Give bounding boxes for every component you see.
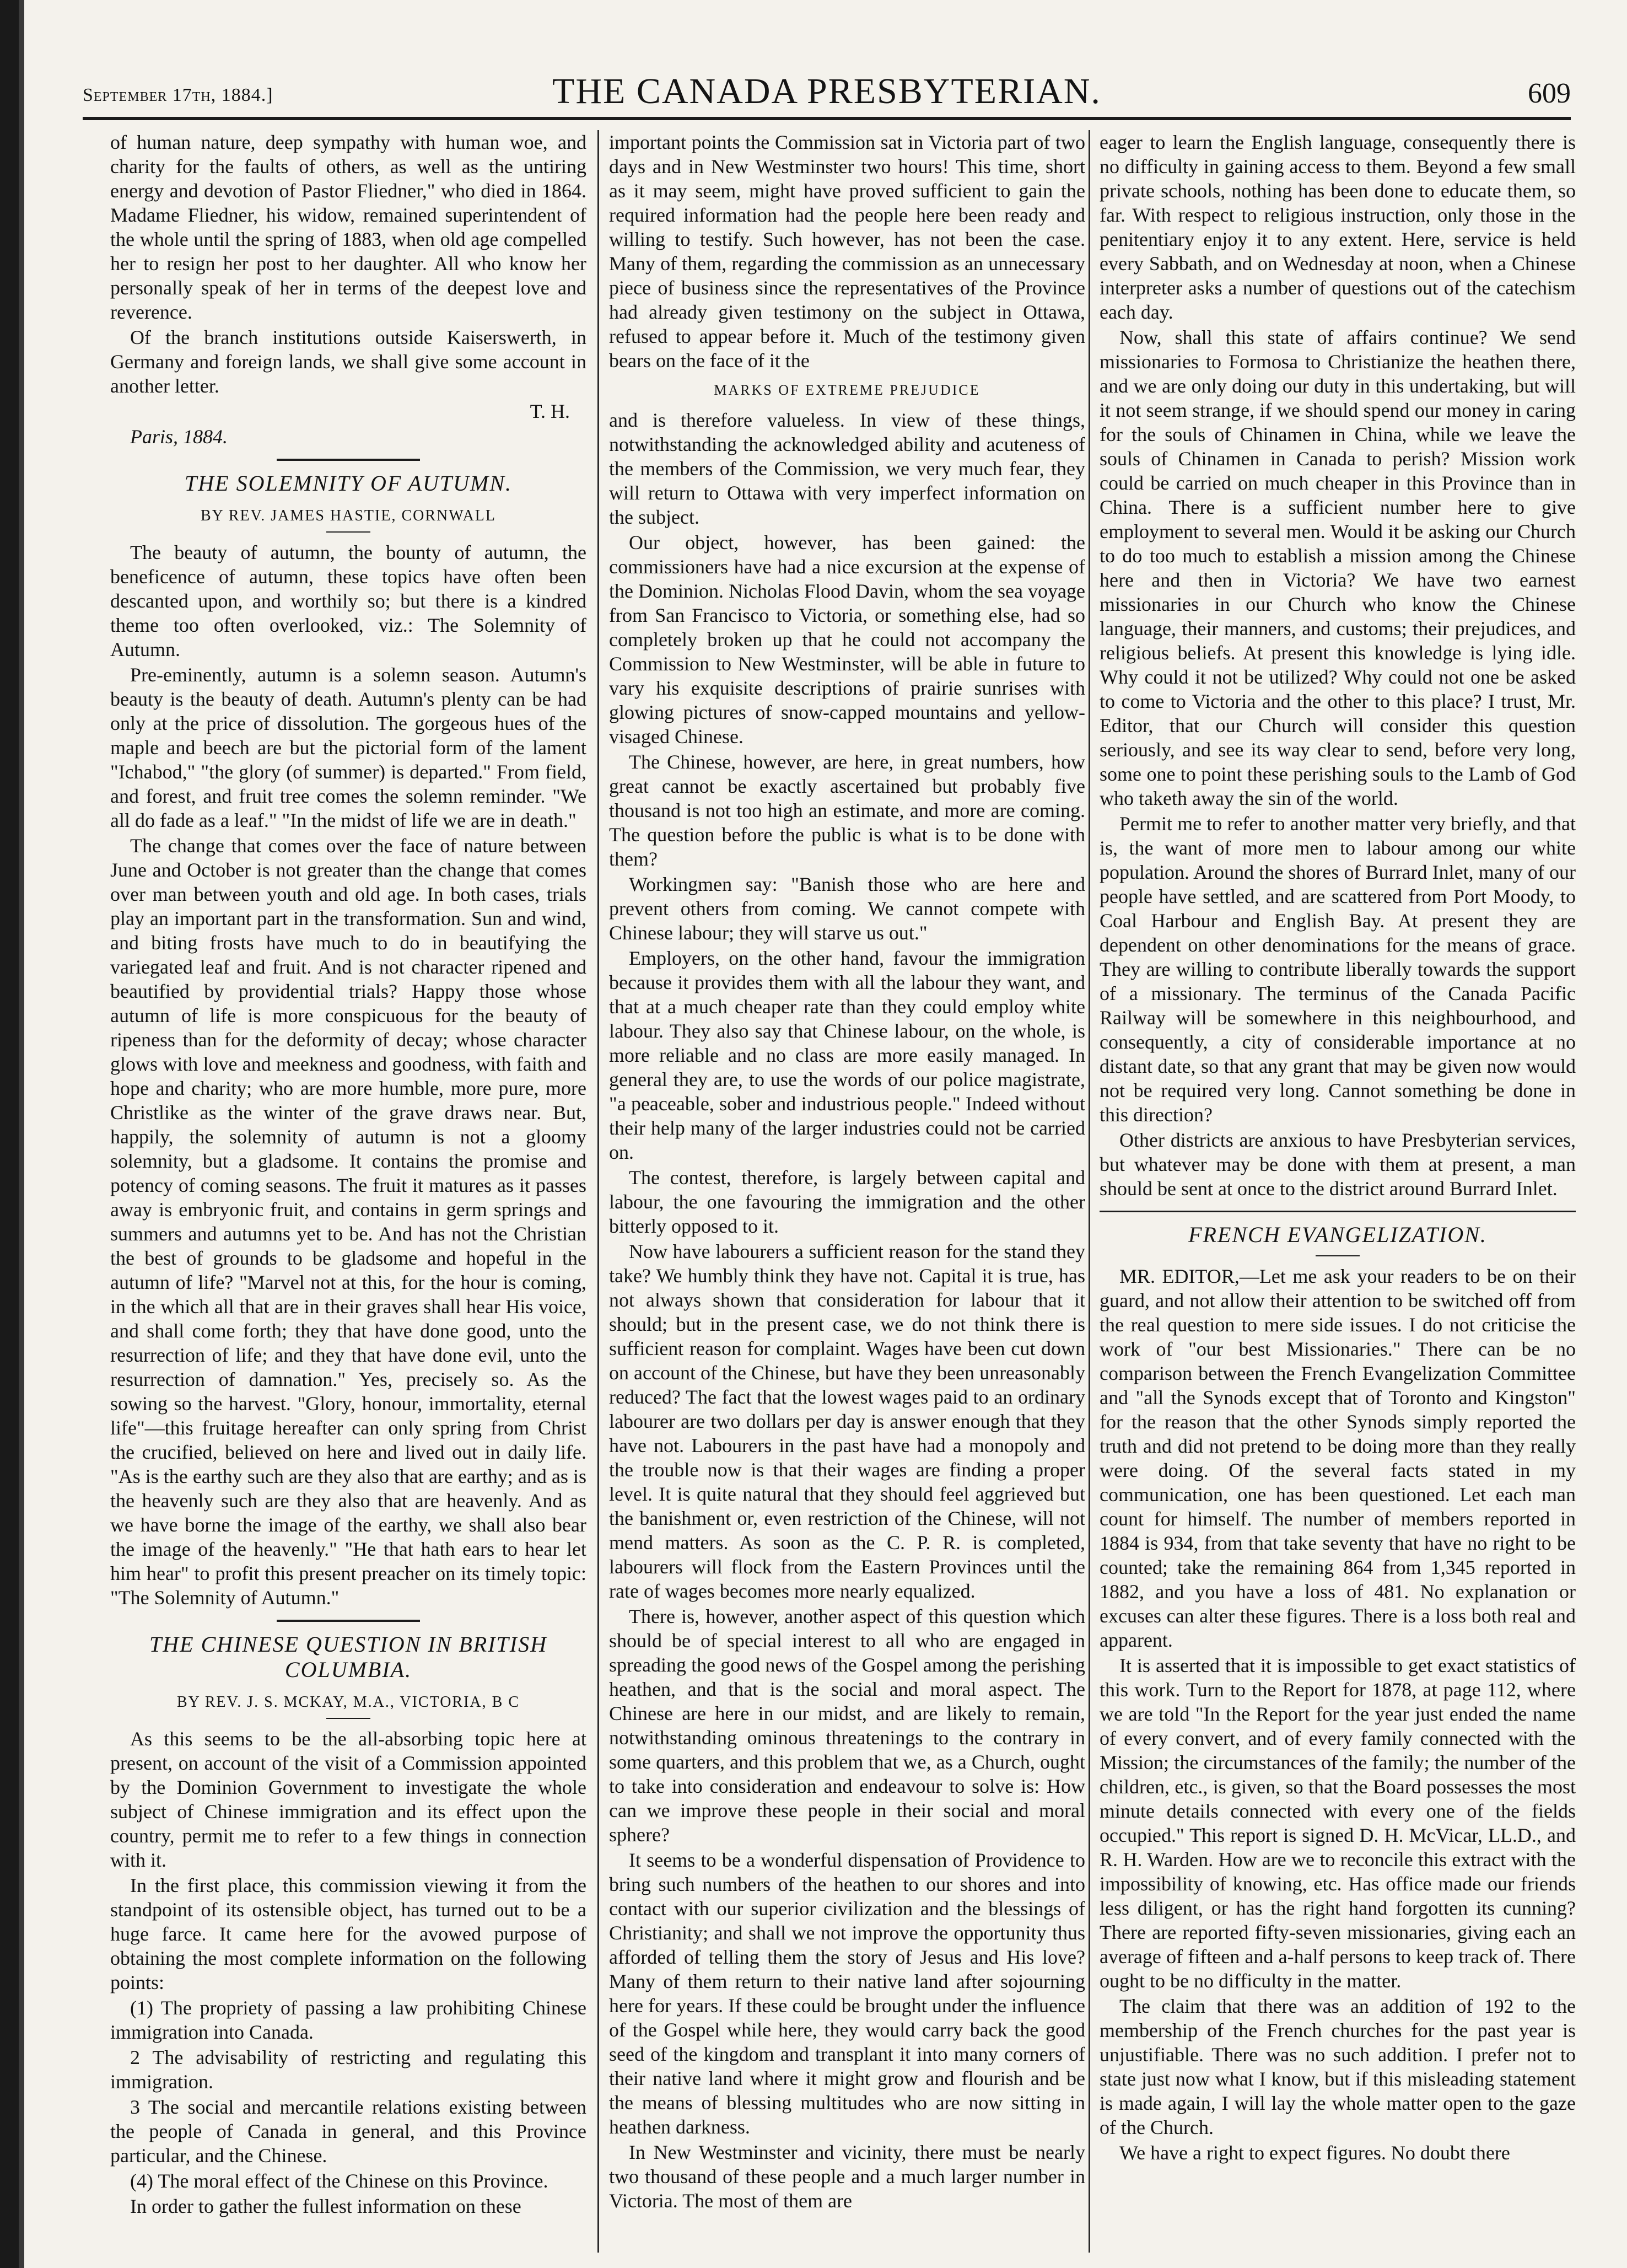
- article-divider: [277, 1620, 420, 1622]
- article-byline: BY REV. JAMES HASTIE, CORNWALL: [200, 507, 497, 524]
- paragraph: (4) The moral effect of the Chinese on this Province.: [130, 2170, 548, 2192]
- paragraph: Of the branch institutions outside Kaiserswerth, in Germany and foreign lands, we shall give some account in another letter.: [110, 326, 586, 397]
- article-title: FRENCH EVANGELIZATION.: [1188, 1222, 1487, 1247]
- paragraph: 3 The social and mercantile relations existing between the people of Canada in general, and this Province particular, and the Chinese.: [110, 2096, 586, 2167]
- page-number: 609: [1528, 78, 1571, 109]
- column-rule: [1089, 130, 1090, 2253]
- paragraph: Employers, on the other hand, favour the immigration because it provides them with all the labour they want, and that at a much cheaper rate than they could employ white labour. They also say that Chinese labour, on the whole, is more reliable and no class are more easily managed. In general they are, to use the words of our police magistrate, "a peaceable, sober and industrious people." Indeed without their help many of the larger industries could not be carried on.: [609, 947, 1085, 1163]
- paragraph: In the first place, this commission viewing it from the standpoint of its ostensible object, has turned out to be a huge farce. It came here for the avowed purpose of obtaining the most complete information on the following points:: [110, 1874, 586, 1993]
- byline-rule: [326, 531, 370, 533]
- paragraph: important points the Commission sat in Victoria part of two days and in New Westminster two hours! This time, short as it may seem, might have proved sufficient to gain the required information had the people here been ready and willing to testify. Such however, has not been the case. Many of them, regarding the commission as an unnecessary piece of business since the representatives of the Province had already given testimony on the subject in Ottawa, refused to appear before it. Much of the testimony given bears on the face of it the: [609, 131, 1085, 372]
- paragraph: The change that comes over the face of nature between June and October is not greater than the change that comes over man between youth and old age. In both cases, trials play an important part in the transformation. Sun and wind, and biting frosts have much to do in beautifying the variegated leaf and fruit. And is not character ripened and beautified by providential trials? Happy those whose autumn of life is more conspicuous for the beauty of ripeness than for the deformity of decay; whose character glows with love and meekness and goodness, with faith and hope and charity; who are more humble, more pure, more Christlike as the winter of the grave draws near. But, happily, the solemnity of autumn is not a gloomy solemnity, but a gladsome. It contains the promise and potency of coming seasons. The fruit it matures as it passes away is embryonic fruit, and contains in germ springs and summers and autumns yet to be. And has not the Christian the best of grounds to be gladsome and hopeful in the autumn of life? "Marvel not at this, for the hour is coming, in the which all that are in their graves shall hear His voice, and shall come forth; they that have done good, unto the resurrection of life; and they that have done evil, unto the resurrection of damnation." Yes, precisely so. As the sowing so the harvest. "Glory, honour, immortality, eternal life"—this fruitage hereafter can only spring from Christ the crucified, believed on here and lived out in daily life. "As is the earthy such are they also that are earthy; and as is the heavenly such are they also that are heavenly. And as we have borne the image of the earthy, we shall also bear the image of the heavenly." "He that hath ears to hear let him hear" to profit this present preacher on its timely topic: "The Solemnity of Autumn.": [110, 835, 586, 1609]
- article-divider: [1100, 1211, 1576, 1212]
- issue-date: September 17th, 1884.]: [83, 85, 273, 105]
- signature: T. H.: [530, 400, 570, 422]
- paragraph: 2 The advisability of restricting and regulating this immigration.: [110, 2046, 586, 2093]
- newspaper-title: THE CANADA PRESBYTERIAN.: [552, 71, 1101, 111]
- paragraph: In New Westminster and vicinity, there must be nearly two thousand of these people and a much larger number in Victoria. The most of them are: [609, 2141, 1085, 2212]
- paragraph: (1) The propriety of passing a law prohibiting Chinese immigration into Canada.: [110, 1997, 586, 2043]
- column-1: [110, 130, 586, 2253]
- byline-rule: [326, 1718, 370, 1719]
- paragraph: As this seems to be the all-absorbing topic here at present, on account of the visit of a Commission appointed by the Dominion Government to investigate the whole subject of Chinese immigration and its effect upon the country, permit me to refer to a few things in connection with it.: [110, 1728, 586, 1871]
- article-byline: BY REV. J. S. MCKAY, M.A., VICTORIA, B C: [177, 1694, 520, 1711]
- page-edge: [0, 0, 31, 2268]
- column-2: [609, 130, 1085, 2253]
- header-rule: [83, 117, 1571, 120]
- paragraph: It is asserted that it is impossible to get exact statistics of this work. Turn to the Report for 1878, at page 112, where we are told "In the Report for the year just ended the name of every convert, and of every family connected with the Mission; the circumstances of the family; the number of the children, etc., is given, so that the Board possesses the most minute details connected with every one of the fields occupied." This report is signed D. H. McVicar, LL.D., and R. H. Warden. How are we to reconcile this extract with the impossibility of knowing, etc. Has office made our friends less diligent, or has the right hand forgotten its cunning? There are reported fifty-seven missionaries, giving each an average of fifteen and a-half persons to keep track of. There ought to be no difficulty in the matter.: [1100, 1654, 1576, 1992]
- paragraph: Workingmen say: "Banish those who are here and prevent others from coming. We cannot compete with Chinese labour; they will starve us out.": [609, 873, 1085, 944]
- paragraph: Now have labourers a sufficient reason for the stand they take? We humbly think they have not. Capital it is true, has not always shown that consideration for labour that it should; but in the present case, we do not think there is sufficient reason for complaint. Wages have been cut down on account of the Chinese, but have they been unreasonably reduced? The fact that the lowest wages paid to an ordinary labourer are two dollars per day is answer enough that they have not. Labourers in the past have had a monopoly and the trouble now is that their wages are finding a proper level. It is quite natural that they should feel aggrieved but the banishment or, even restriction of the Chinese, will not mend matters. As soon as the C. P. R. is completed, labourers will flock from the Eastern Provinces until the rate of wages becomes more nearly equalized.: [609, 1240, 1085, 1602]
- article-title: THE CHINESE QUESTION IN BRITISH COLUMBIA.: [149, 1632, 547, 1682]
- paragraph: The contest, therefore, is largely between capital and labour, the one favouring the immigration and the other bitterly opposed to it.: [609, 1167, 1085, 1237]
- dateline: Paris, 1884.: [130, 426, 228, 448]
- article-divider: [277, 459, 420, 461]
- paragraph: It seems to be a wonderful dispensation of Providence to bring such numbers of the heathen to our shores and into contact with our superior civilization and the blessings of Christianity; and shall we not improve the opportunity thus afforded of telling them the story of Jesus and His love? Many of them return to their native land after sojourning here for years. If these could be brought under the influence of the Gospel while here, they would carry back the good seed of the kingdom and transplant it into many corners of their native land where it might grow and flourish and be the means of blessing multitudes who are now sitting in heathen darkness.: [609, 1849, 1085, 2138]
- paragraph: Our object, however, has been gained: the commissioners have had a nice excursion at the expense of the Dominion. Nicholas Flood Davin, whom the sea voyage from San Francisco to Victoria, or something else, had so completely broken up that he could not accompany the Commission to New Westminster, will be able in future to vary his exquisite descriptions of prairie sunrises with glowing pictures of snow-capped mountains and yellow-visaged Chinese.: [609, 531, 1085, 748]
- column-rule: [597, 130, 599, 2253]
- paragraph: Permit me to refer to another matter very briefly, and that is, the want of more men to labour among our white population. Around the shores of Burrard Inlet, many of our people have settled, and are scattered from Port Moody, to Coal Harbour and English Bay. At present they are dependent on other denominations for the means of grace. They are willing to contribute liberally towards the support of a missionary. The terminus of the Canada Pacific Railway will be somewhere in this neighbourhood, and consequently, a city of considerable importance at no distant date, so that any grant that may be given now would not be required very long. Cannot something be done in this direction?: [1100, 813, 1576, 1126]
- paragraph: of human nature, deep sympathy with human woe, and charity for the faults of others, as well as the untiring energy and devotion of Pastor Fliedner," who died in 1864. Madame Fliedner, his widow, remained superintendent of the whole until the spring of 1883, when old age compelled her to resign her post to her daughter. All who know her personally speak of her in terms of the deepest love and reverence.: [110, 131, 586, 323]
- section-subhead: MARKS OF EXTREME PREJUDICE: [714, 382, 980, 398]
- paragraph: In order to gather the fullest information on these: [130, 2195, 521, 2217]
- paragraph: MR. EDITOR,—Let me ask your readers to be on their guard, and not allow their attention to be switched off from the real question to mere side issues. I do not criticise the work of "our best Missionaries." There can be no comparison between the French Evangelization Committee and "all the Synods except that of Toronto and Kingston" for the reason that the other Synods simply reported the truth and did not pretend to be doing more than they really were doing. Of the several facts stated in my communication, one has been questioned. Let each man count for himself. The number of members reported in 1884 is 934, from that take seventy that have no right to be counted; take the remaining 864 from 1,345 reported in 1882, and you have a loss of 481. No explanation or excuses can alter these figures. There is a loss both real and apparent.: [1100, 1265, 1576, 1651]
- paragraph: Other districts are anxious to have Presbyterian services, but whatever may be done with them at present, a man should be sent at once to the district around Burrard Inlet.: [1100, 1129, 1576, 1200]
- title-rule: [1316, 1255, 1360, 1256]
- paragraph: and is therefore valueless. In view of these things, notwithstanding the acknowledged ability and acuteness of the members of the Commission, we very much fear, they will return to Ottawa with very imperfect information on the subject.: [609, 409, 1085, 528]
- masthead: [83, 71, 1571, 115]
- paragraph: We have a right to expect figures. No doubt there: [1119, 2142, 1510, 2164]
- paragraph: The Chinese, however, are here, in great numbers, how great cannot be exactly ascertained but probably five thousand is not too high an estimate, and more are coming. The question before the public is what is to be done with them?: [609, 751, 1085, 870]
- article-title: THE SOLEMNITY OF AUTUMN.: [185, 471, 512, 496]
- column-3: [1100, 130, 1576, 2253]
- paragraph: The claim that there was an addition of 192 to the membership of the French churches for the past year is unjustifiable. There was no such addition. I prefer not to state just now what I know, but if this misleading statement is made again, I will lay the whole matter open to the gaze of the Church.: [1100, 1995, 1576, 2138]
- paragraph: Now, shall this state of affairs continue? We send missionaries to Formosa to Christianize the heathen there, and we are only doing our duty in this undertaking, but will it not seem strange, if we should spend our money in caring for the souls of Chinamen in China, while we leave the souls of Chinamen in Canada to perish? Mission work could be carried on much cheaper in this Province than in China. There is a sufficient number here to give employment to several men. Would it be asking our Church to do too much to establish a mission among the Chinese here and then in Victoria? We have two earnest missionaries in our Church who know the Chinese language, their manners, and customs; their prejudices, and religious beliefs. At present this knowledge is lying idle. Why could it not be utilized? Why could not one be asked to come to Victoria and the other to this place? I trust, Mr. Editor, that our Church will consider this question seriously, and see its way clear to send, before very long, some one to point these perishing souls to the Lamb of God who taketh away the sin of the world.: [1100, 326, 1576, 809]
- paragraph: There is, however, another aspect of this question which should be of special interest to all who are engaged in spreading the good news of the Gospel among the perishing heathen, and that is the social and moral aspect. The Chinese are here in our midst, and are likely to remain, notwithstanding ominous threatenings to the contrary in some quarters, and this problem that we, as a Church, ought to take into consideration and endeavour to solve is: How can we improve these people in their social and moral sphere?: [609, 1605, 1085, 1846]
- paragraph: The beauty of autumn, the bounty of autumn, the beneficence of autumn, these topics have often been descanted upon, and worthily so; but there is a kindred theme too often overlooked, viz.: The Solemnity of Autumn.: [110, 541, 586, 660]
- paragraph: eager to learn the English language, consequently there is no difficulty in gaining access to them. Beyond a few small private schools, nothing has been done to educate them, so far. With respect to religious instruction, only those in the penitentiary enjoy it to any extent. Here, service is held every Sabbath, and on Wednesday at noon, when a Chinese interpreter asks a number of questions out of the catechism each day.: [1100, 131, 1576, 323]
- paragraph: Pre-eminently, autumn is a solemn season. Autumn's beauty is the beauty of death. Autumn's plenty can be had only at the price of dissolution. The gorgeous hues of the maple and beech are but the pictorial form of the lament "Ichabod," "the glory (of summer) is departed." From field, and forest, and fruit tree comes the solemn reminder. "We all do fade as a leaf." "In the midst of life we are in death.": [110, 664, 586, 831]
